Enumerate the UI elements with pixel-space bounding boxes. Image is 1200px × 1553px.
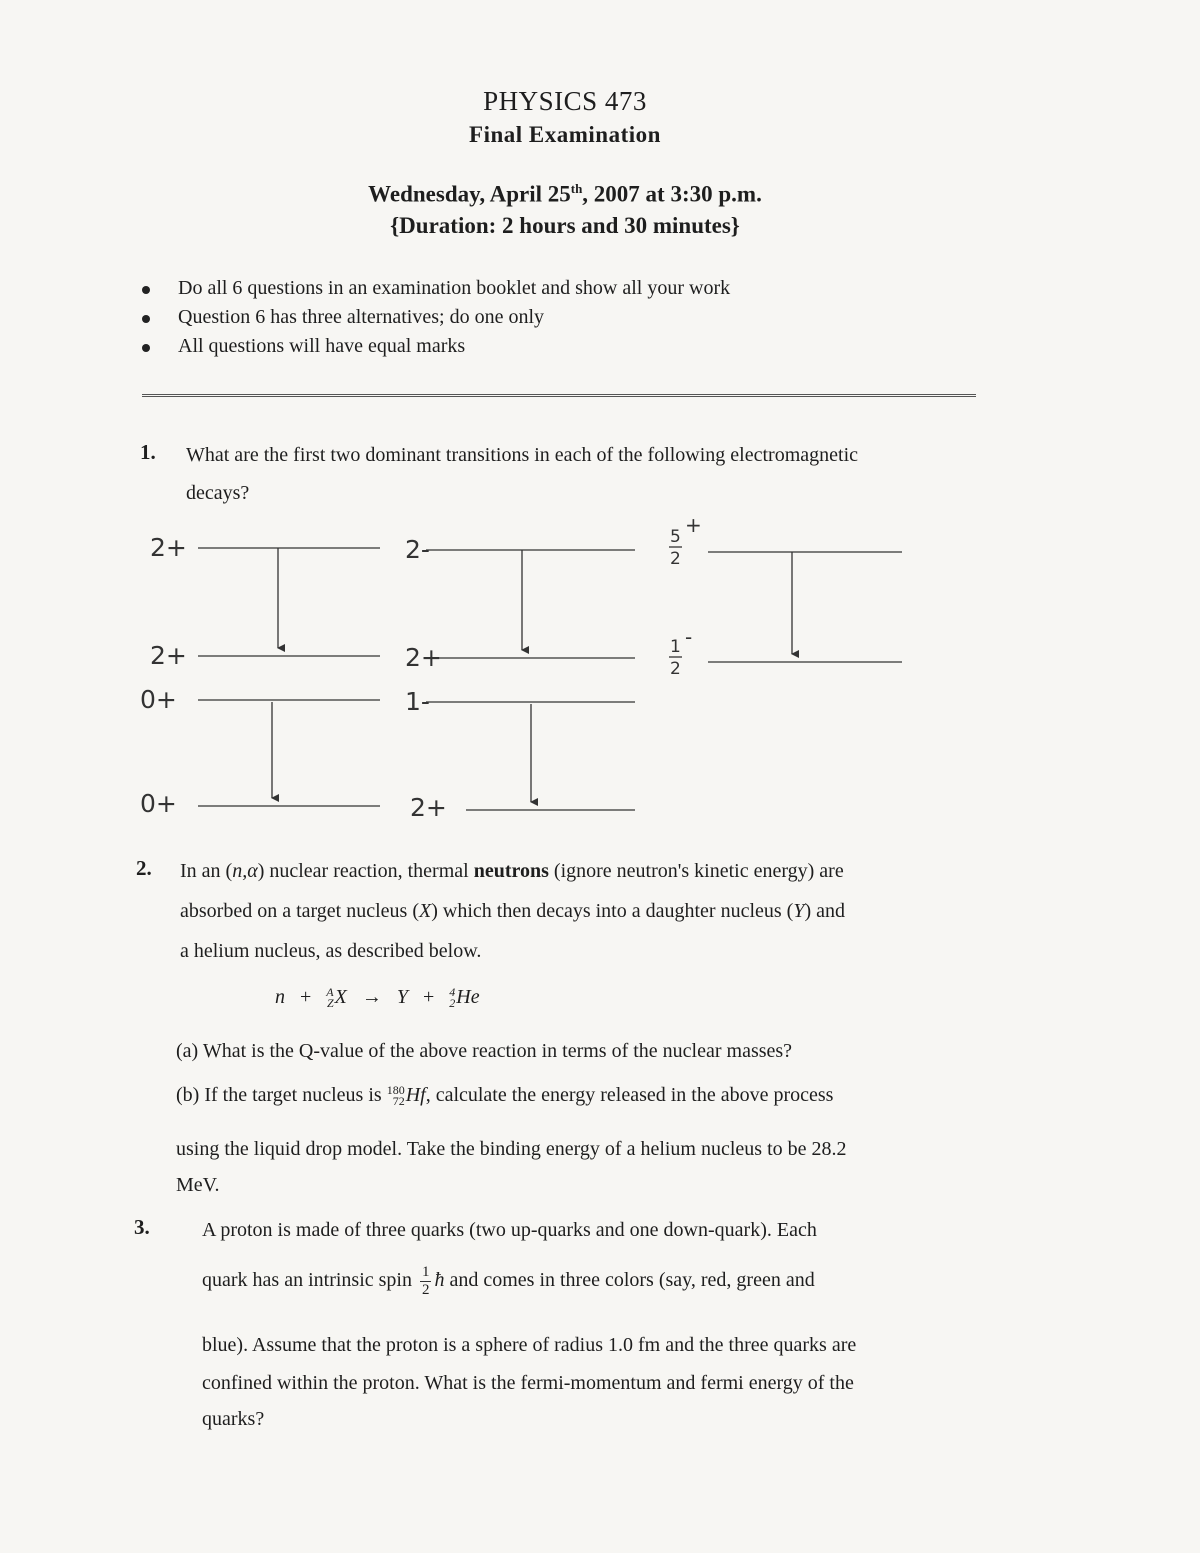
q3-number: 3.: [134, 1215, 150, 1239]
level-label: 2+: [410, 793, 447, 822]
q2-text: , calculate the energy released in the above process: [425, 1084, 834, 1106]
q3-text: quark has an intrinsic spin: [202, 1269, 412, 1292]
q3-line4: confined within the proton. What is the fermi-momentum and fermi energy of the: [202, 1372, 854, 1394]
q1-number: 1.: [140, 440, 156, 464]
eq-term: →: [361, 986, 382, 1008]
q2-text: X: [419, 900, 432, 922]
level-label: 1-: [405, 687, 430, 716]
level-label: 2-: [405, 535, 430, 564]
course-title: PHYSICS 473: [483, 86, 647, 116]
date-prefix: Wednesday, April 25: [368, 181, 571, 207]
level-label: 2+: [150, 533, 187, 562]
nuclide-indices: [449, 987, 455, 1009]
q3-text: and comes in three colors (say, red, green and: [449, 1269, 815, 1292]
level-label: 5: [670, 527, 681, 547]
instruction-item: Do all 6 questions in an examination booklet and show all your work: [140, 274, 730, 303]
nuclide-indices: [387, 1085, 405, 1107]
eq-term: n: [275, 986, 285, 1008]
level-label: -: [685, 625, 693, 649]
q3-line5: quarks?: [202, 1408, 265, 1430]
eq-term: He: [456, 986, 480, 1008]
q2-part-b-line3: MeV.: [176, 1174, 220, 1196]
spin-fraction: [420, 1264, 432, 1299]
level-label: 2+: [405, 643, 442, 672]
q2-number: 2.: [136, 856, 152, 880]
reaction-equation: [275, 986, 480, 1009]
eq-term: 4: [449, 985, 456, 1000]
q2-part-b-line2: using the liquid drop model. Take the binding energy of a helium nucleus to be 28.2: [176, 1138, 847, 1160]
level-label: 2: [670, 549, 681, 569]
q2-text: Hf: [405, 1084, 426, 1106]
q3-line1: A proton is made of three quarks (two up-quarks and one down-quark). Each: [202, 1219, 817, 1241]
q2-text: (ignore neutron's kinetic energy) are: [548, 860, 844, 882]
q2-text: ) which then decays into a daughter nucleus (: [431, 900, 794, 922]
q2-line2: [180, 892, 845, 930]
level-label: 2+: [150, 641, 187, 670]
exam-subtitle: Final Examination: [469, 122, 661, 147]
q2-text: (b) If the target nucleus is: [176, 1084, 382, 1106]
q2-text: Y: [793, 900, 805, 922]
q2-text: In an (: [180, 860, 233, 882]
date-suffix: th: [570, 181, 583, 196]
nuclide-indices: [326, 987, 333, 1009]
q3-line3: blue). Assume that the proton is a sphere of radius 1.0 fm and the three quarks are: [202, 1334, 857, 1356]
q3-text: 2: [421, 1282, 430, 1298]
date-rest: , 2007 at 3:30 p.m.: [582, 181, 762, 207]
level-label: 2: [670, 659, 681, 679]
q1-text-line1: What are the first two dominant transitions in each of the following electromagnetic: [186, 444, 859, 466]
q2-part-b: [176, 1084, 833, 1107]
q2-text: n,α: [232, 860, 258, 882]
q2-text: absorbed on a target nucleus (: [180, 900, 419, 922]
q2-text: ) and: [804, 900, 845, 922]
eq-term: A: [326, 985, 334, 1000]
q2-text: 72: [392, 1094, 405, 1109]
q2-text: 180: [386, 1083, 405, 1098]
q2-line3: a helium nucleus, as described below.: [180, 940, 482, 962]
decay-level-diagrams: [130, 512, 930, 832]
eq-term: +: [422, 986, 435, 1008]
instruction-item: All questions will have equal marks: [140, 332, 730, 361]
exam-duration: {Duration: 2 hours and 30 minutes}: [390, 213, 740, 238]
hbar-symbol: ħ: [434, 1269, 445, 1292]
eq-term: X: [334, 986, 347, 1008]
q2-line1: [180, 852, 844, 890]
q2-text: neutrons: [473, 860, 549, 882]
level-label: +: [685, 513, 702, 537]
eq-term: Z: [326, 996, 334, 1011]
level-label: 1: [670, 637, 681, 657]
q3-line2: [202, 1264, 815, 1299]
q1-text-line2: decays?: [186, 482, 250, 504]
q2-text: ) nuclear reaction, thermal: [257, 860, 474, 882]
eq-term: Y: [396, 986, 408, 1008]
divider-rule: [142, 394, 976, 397]
q2-part-a: (a) What is the Q-value of the above reaction in terms of the nuclear masses?: [176, 1040, 793, 1062]
q3-text: 1: [421, 1264, 430, 1280]
instruction-item: Question 6 has three alternatives; do one only: [140, 303, 730, 332]
exam-date: [0, 181, 1130, 208]
eq-term: 2: [449, 996, 456, 1011]
level-label: 0+: [140, 685, 177, 714]
level-label: 0+: [140, 789, 177, 818]
instructions-list: [140, 274, 730, 361]
eq-term: +: [300, 986, 312, 1008]
